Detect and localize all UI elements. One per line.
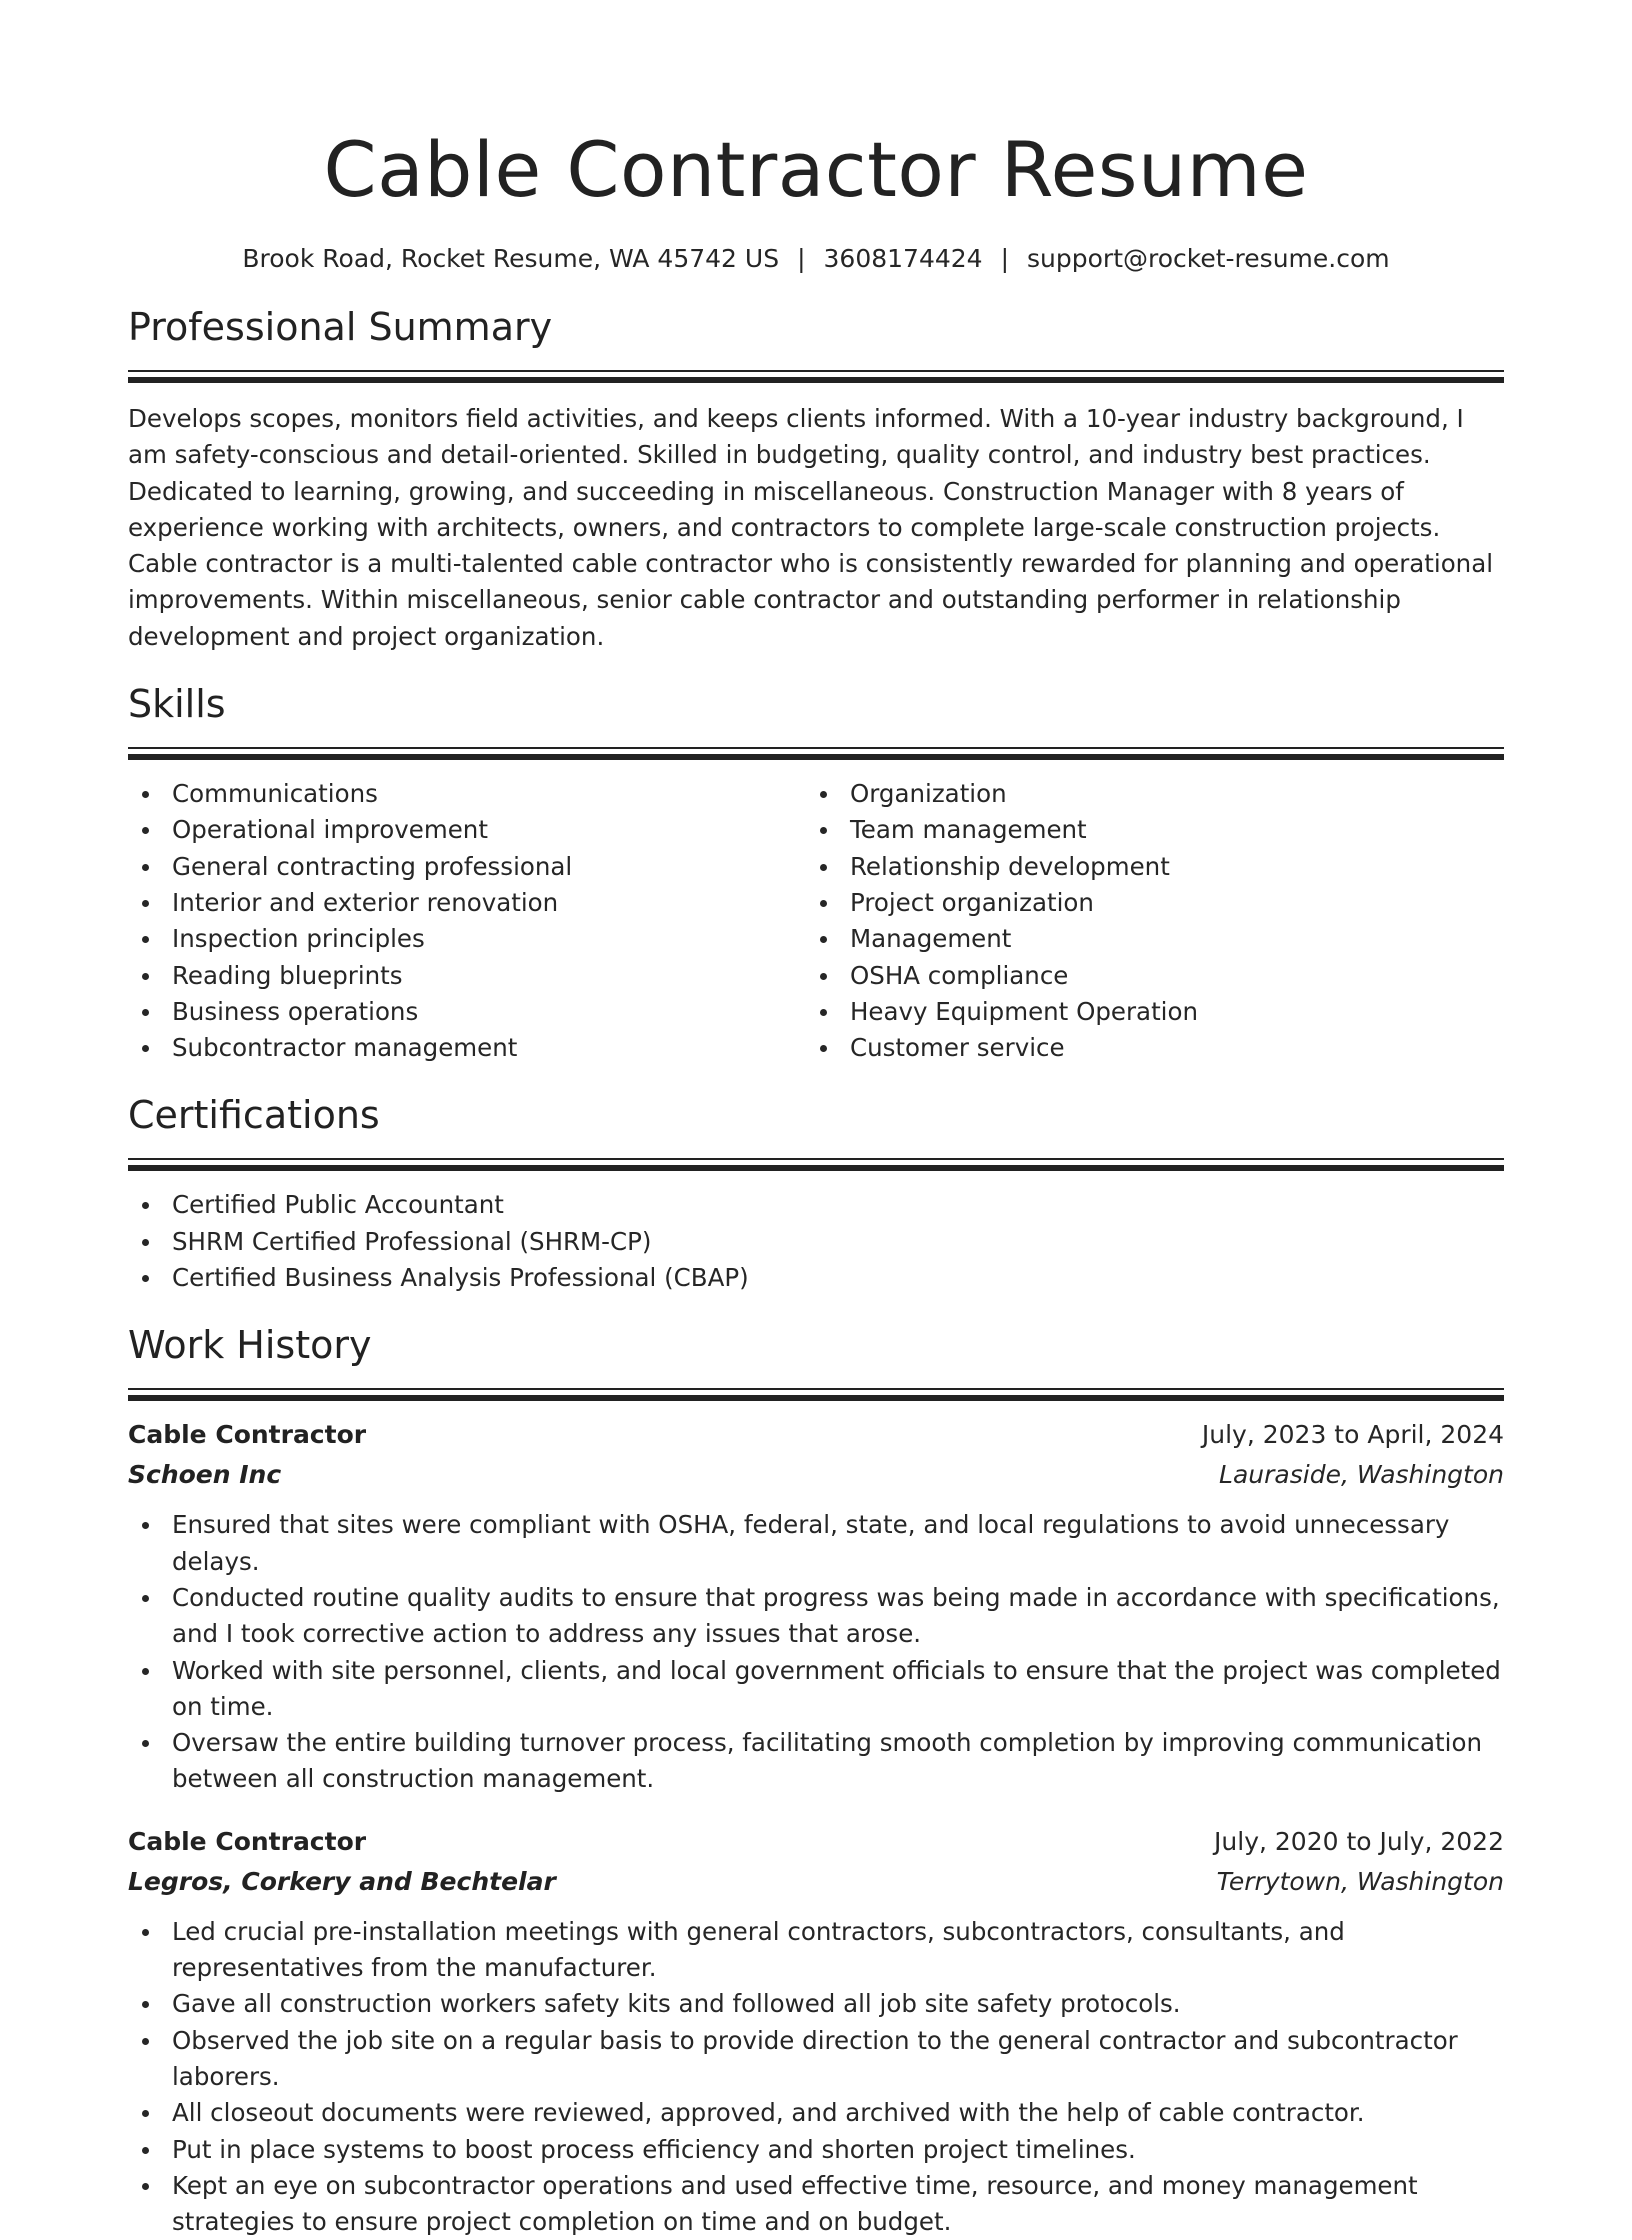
job-header	[128, 1415, 1504, 1455]
job-entry	[128, 1415, 1504, 1797]
job-dates: July, 2020 to July, 2022	[1214, 1826, 1504, 1856]
job-subheader	[128, 1455, 1504, 1495]
skill-item: Management	[806, 921, 1484, 957]
skill-item: Reading blueprints	[128, 958, 806, 994]
skill-item: Communications	[128, 776, 806, 812]
section-divider	[128, 370, 1504, 372]
section-divider	[128, 377, 1504, 383]
skill-item: Inspection principles	[128, 921, 806, 957]
job-bullet: Worked with site personnel, clients, and local government officials to ensure that the project was completed on time.	[128, 1653, 1504, 1726]
certification-item: Certified Business Analysis Professional (CBAP)	[128, 1260, 1504, 1296]
skill-item: Subcontractor management	[128, 1030, 806, 1066]
skill-item: General contracting professional	[128, 849, 806, 885]
summary-section	[128, 304, 1504, 655]
certification-item: Certified Public Accountant	[128, 1187, 1504, 1223]
job-bullet: Kept an eye on subcontractor operations and used effective time, resource, and money management strategies to ensure project completion on time and on budget.	[128, 2168, 1504, 2240]
skill-item: Heavy Equipment Operation	[806, 994, 1484, 1030]
skills-list-left	[128, 776, 806, 1066]
job-company: Schoen Inc	[128, 1460, 282, 1490]
contact-separator: |	[797, 244, 806, 273]
skills-grid	[128, 776, 1504, 1066]
resume-title: Cable Contractor Resume	[323, 125, 1309, 214]
job-subheader	[128, 1862, 1504, 1902]
job-bullet: Ensured that sites were compliant with OSHA, federal, state, and local regulations to avoid unnecessary delays.	[128, 1507, 1504, 1580]
job-bullets	[128, 1507, 1504, 1797]
job-bullet: Gave all construction workers safety kits and followed all job site safety protocols.	[128, 1986, 1504, 2022]
skill-item: Organization	[806, 776, 1484, 812]
section-divider	[128, 1388, 1504, 1390]
job-entry	[128, 1822, 1504, 2240]
work-history-section	[128, 1322, 1504, 2240]
skill-item: Project organization	[806, 885, 1484, 921]
section-divider	[128, 1165, 1504, 1171]
job-header	[128, 1822, 1504, 1862]
certifications-section	[128, 1092, 1504, 1296]
skills-list-right	[806, 776, 1484, 1066]
job-bullet: Conducted routine quality audits to ensure that progress was being made in accordance with specifications, and I took corrective action to address any issues that arose.	[128, 1580, 1504, 1653]
job-bullet: Put in place systems to boost process efficiency and shorten project timelines.	[128, 2132, 1504, 2168]
certification-item: SHRM Certified Professional (SHRM-CP)	[128, 1224, 1504, 1260]
job-location: Lauraside, Washington	[1219, 1460, 1504, 1490]
job-title: Cable Contractor	[128, 1826, 367, 1856]
job-bullet: Observed the job site on a regular basis to provide direction to the general contractor and subcontractor laborers.	[128, 2023, 1504, 2096]
job-company: Legros, Corkery and Bechtelar	[128, 1866, 556, 1896]
skill-item: Operational improvement	[128, 812, 806, 848]
contact-phone: 3608174424	[823, 244, 983, 273]
skill-item: Relationship development	[806, 849, 1484, 885]
skill-item: Interior and exterior renovation	[128, 885, 806, 921]
skill-item: OSHA compliance	[806, 958, 1484, 994]
skill-item: Team management	[806, 812, 1484, 848]
section-heading-summary: Professional Summary	[128, 305, 553, 349]
section-divider	[128, 1395, 1504, 1401]
section-divider	[128, 747, 1504, 749]
contact-address: Brook Road, Rocket Resume, WA 45742 US	[242, 244, 780, 273]
job-location: Terrytown, Washington	[1216, 1866, 1504, 1896]
job-bullet: Oversaw the entire building turnover process, facilitating smooth completion by improving communication between all construction management.	[128, 1725, 1504, 1798]
job-bullet: Led crucial pre-installation meetings with general contractors, subcontractors, consultants, and representatives from the manufacturer.	[128, 1914, 1504, 1987]
contact-separator: |	[1000, 244, 1010, 273]
skill-item: Customer service	[806, 1030, 1484, 1066]
section-heading-work-history: Work History	[128, 1323, 372, 1368]
section-divider	[128, 754, 1504, 760]
contact-email[interactable]: support@rocket-resume.com	[1027, 244, 1390, 273]
job-dates: July, 2023 to April, 2024	[1201, 1420, 1504, 1450]
contact-line	[128, 242, 1504, 276]
summary-text: Develops scopes, monitors field activities, and keeps clients informed. With a 10-year industry background, I am safety-conscious and detail-oriented. Skilled in budgeting, quality control, and industry best practices. Dedicated to learning, growing, and succeeding in miscellaneous. Construction Manager with 8 years of experience working with architects, owners, and contractors to complete large-scale construction projects. Cable contractor is a multi-talented cable contractor who is consistently rewarded for planning and operational improvements. Within miscellaneous, senior cable contractor and outstanding performer in relationship development and project organization.	[128, 404, 1494, 651]
certifications-list	[128, 1187, 1504, 1296]
skill-item: Business operations	[128, 994, 806, 1030]
job-bullets	[128, 1914, 1504, 2240]
skills-section	[128, 681, 1504, 1066]
section-divider	[128, 1158, 1504, 1160]
job-bullet: All closeout documents were reviewed, approved, and archived with the help of cable contractor.	[128, 2095, 1504, 2131]
job-title: Cable Contractor	[128, 1420, 367, 1450]
section-heading-certifications: Certifications	[128, 1093, 380, 1138]
resume-page	[128, 0, 1504, 2240]
section-heading-skills: Skills	[128, 682, 226, 727]
